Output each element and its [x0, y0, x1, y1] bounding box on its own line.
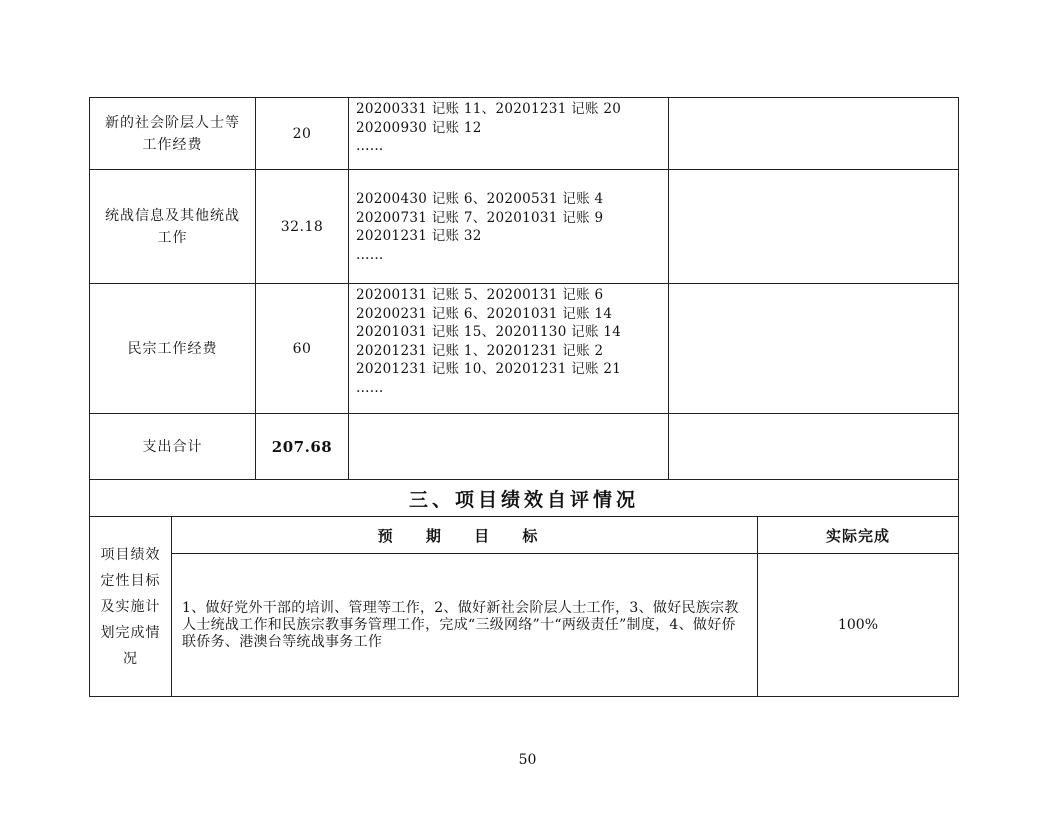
section-title: 三、项目绩效自评情况: [90, 480, 959, 517]
expense-category: 统战信息及其他统战工作: [90, 170, 256, 284]
voucher-list: [349, 284, 669, 414]
voucher-list: [349, 170, 669, 284]
expense-amount: 60: [256, 284, 349, 414]
voucher-line: ……: [356, 379, 384, 396]
voucher-line: 20201231 记账 10、20201231 记账 21: [356, 361, 622, 377]
column-header-actual: 实际完成: [758, 517, 959, 554]
empty-cell: [669, 284, 959, 414]
page-number: 50: [518, 752, 537, 768]
total-amount: 207.68: [256, 414, 349, 480]
table-row: [90, 517, 959, 554]
empty-cell: [669, 98, 959, 170]
expense-amount: 20: [256, 98, 349, 170]
voucher-line: 20200331 记账 11、20201231 记账 20: [356, 101, 622, 117]
voucher-line: 20200131 记账 5、20200131 记账 6: [356, 287, 604, 303]
voucher-line: 20200430 记账 6、20200531 记账 4: [356, 191, 604, 207]
column-header-expected: 预 期 目 标: [172, 517, 758, 554]
voucher-line: 20201231 记账 1、20201231 记账 2: [356, 342, 604, 359]
table-row: [90, 480, 959, 517]
expense-table: [89, 97, 959, 480]
table-row: [90, 554, 959, 697]
voucher-line: 20201231 记账 32: [356, 228, 482, 244]
table-row: [90, 98, 959, 170]
actual-completion: 100%: [758, 554, 959, 697]
voucher-line: 20201031 记账 15、20201130 记账 14: [356, 324, 622, 340]
voucher-line: ……: [356, 246, 384, 263]
expense-category: 新的社会阶层人士等工作经费: [90, 98, 256, 170]
voucher-line: 20200930 记账 12: [356, 119, 482, 136]
voucher-line: 20200731 记账 7、20201031 记账 9: [356, 209, 604, 226]
target-description: 1、做好党外干部的培训、管理等工作，2、做好新社会阶层人士工作，3、做好民族宗教人士统战工作和民族宗教事务管理工作，完成“三级网络”十“两级责任”制度，4、做好侨联侨务、港澳台等统战事务工作: [172, 554, 758, 697]
row-header-label: 项目绩效定性目标及实施计划完成情况: [90, 517, 172, 697]
table-row: [90, 284, 959, 414]
voucher-list: [349, 98, 669, 170]
empty-cell: [349, 414, 669, 480]
table-row: [90, 414, 959, 480]
voucher-line: ……: [356, 138, 384, 154]
performance-table: [89, 479, 959, 697]
voucher-line: 20200231 记账 6、20201031 记账 14: [356, 305, 613, 322]
empty-cell: [669, 414, 959, 480]
expense-category: 民宗工作经费: [90, 284, 256, 414]
expense-amount: 32.18: [256, 170, 349, 284]
empty-cell: [669, 170, 959, 284]
table-row: [90, 170, 959, 284]
total-label: 支出合计: [90, 414, 256, 480]
